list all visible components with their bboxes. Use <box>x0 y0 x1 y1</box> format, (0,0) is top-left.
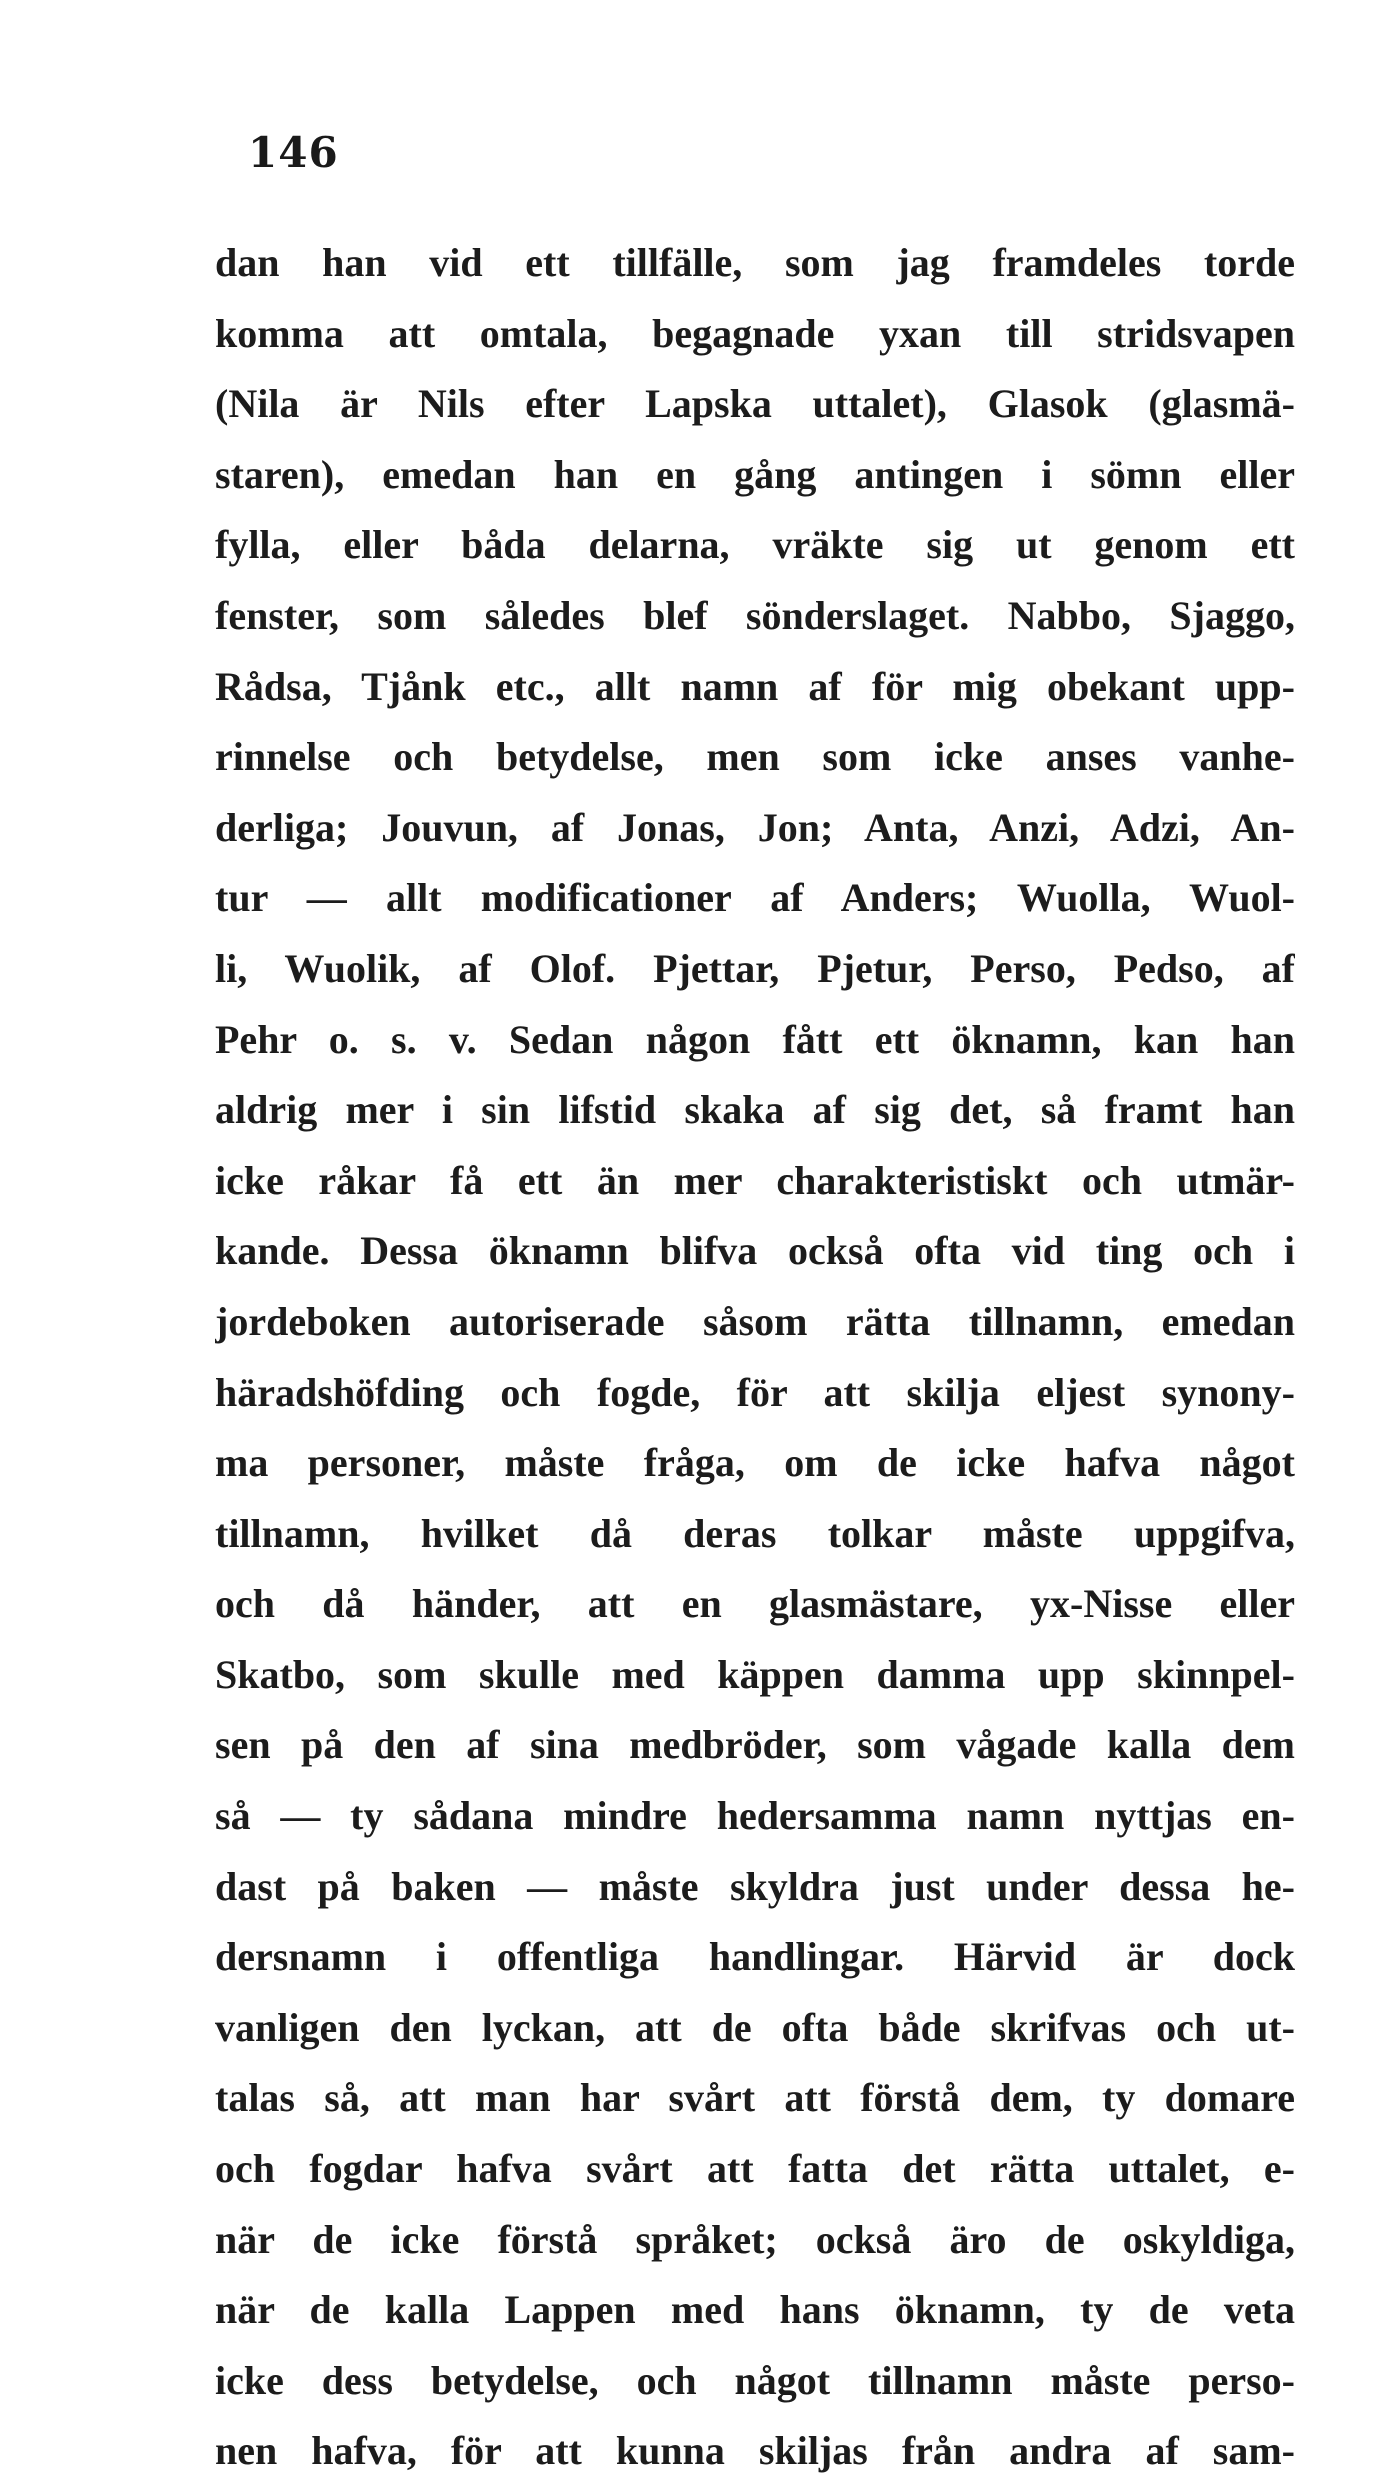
text-line: rinnelse och betydelse, men som icke anses vanhe- <box>215 734 1295 780</box>
text-line: Pehr o. s. v. Sedan någon fått ett öknamn, kan han <box>215 1016 1295 1062</box>
text-line: jordeboken autoriserade såsom rätta tillnamn, emedan <box>215 1298 1295 1344</box>
text-line: dast på baken — måste skyldra just under dessa he- <box>215 1863 1295 1909</box>
text-line: nen hafva, för att kunna skiljas från andra af sam- <box>215 2428 1295 2474</box>
text-line: när de icke förstå språket; också äro de oskyldiga, <box>215 2216 1295 2262</box>
text-line: icke dess betydelse, och något tillnamn måste perso- <box>215 2357 1295 2403</box>
text-line: (Nila är Nils efter Lapska uttalet), Glasok (glasmä- <box>215 381 1295 427</box>
text-line: dersnamn i offentliga handlingar. Härvid är dock <box>215 1934 1295 1980</box>
page-number: 146 <box>248 128 339 177</box>
text-line: häradshöfding och fogde, för att skilja eljest synony- <box>215 1369 1295 1415</box>
text-line: ma personer, måste fråga, om de icke hafva något <box>215 1440 1295 1486</box>
text-line: och fogdar hafva svårt att fatta det rätta uttalet, e- <box>215 2146 1295 2192</box>
text-line: staren), emedan han en gång antingen i sömn eller <box>215 451 1295 497</box>
text-line: icke råkar få ett än mer charakteristiskt och utmär- <box>215 1157 1295 1203</box>
text-line: när de kalla Lappen med hans öknamn, ty de veta <box>215 2287 1295 2333</box>
text-line: Skatbo, som skulle med käppen damma upp skinnpel- <box>215 1651 1295 1697</box>
text-line: derliga; Jouvun, af Jonas, Jon; Anta, Anzi, Adzi, An- <box>215 804 1295 850</box>
body-text <box>215 228 1295 2487</box>
text-line: dan han vid ett tillfälle, som jag framdeles torde <box>215 240 1295 285</box>
text-line: tur — allt modificationer af Anders; Wuolla, Wuol- <box>215 875 1295 921</box>
text-line: sen på den af sina medbröder, som vågade kalla dem <box>215 1722 1295 1768</box>
text-line: li, Wuolik, af Olof. Pjettar, Pjetur, Perso, Pedso, af <box>215 945 1295 991</box>
text-line: Rådsa, Tjånk etc., allt namn af för mig obekant upp- <box>215 663 1295 709</box>
text-line: talas så, att man har svårt att förstå dem, ty domare <box>215 2075 1295 2121</box>
text-line: vanligen den lyckan, att de ofta både skrifvas och ut- <box>215 2004 1295 2050</box>
text-line: fylla, eller båda delarna, vräkte sig ut genom ett <box>215 522 1295 568</box>
text-line: kande. Dessa öknamn blifva också ofta vid ting och i <box>215 1228 1295 1274</box>
text-line: så — ty sådana mindre hedersamma namn nyttjas en- <box>215 1793 1295 1839</box>
text-line: och då händer, att en glasmästare, yx-Nisse eller <box>215 1581 1295 1627</box>
text-line: aldrig mer i sin lifstid skaka af sig det, så framt han <box>215 1087 1295 1133</box>
text-line: komma att omtala, begagnade yxan till stridsvapen <box>215 310 1295 356</box>
text-line: tillnamn, hvilket då deras tolkar måste uppgifva, <box>215 1510 1295 1556</box>
text-line: fenster, som således blef sönderslaget. Nabbo, Sjaggo, <box>215 592 1295 638</box>
